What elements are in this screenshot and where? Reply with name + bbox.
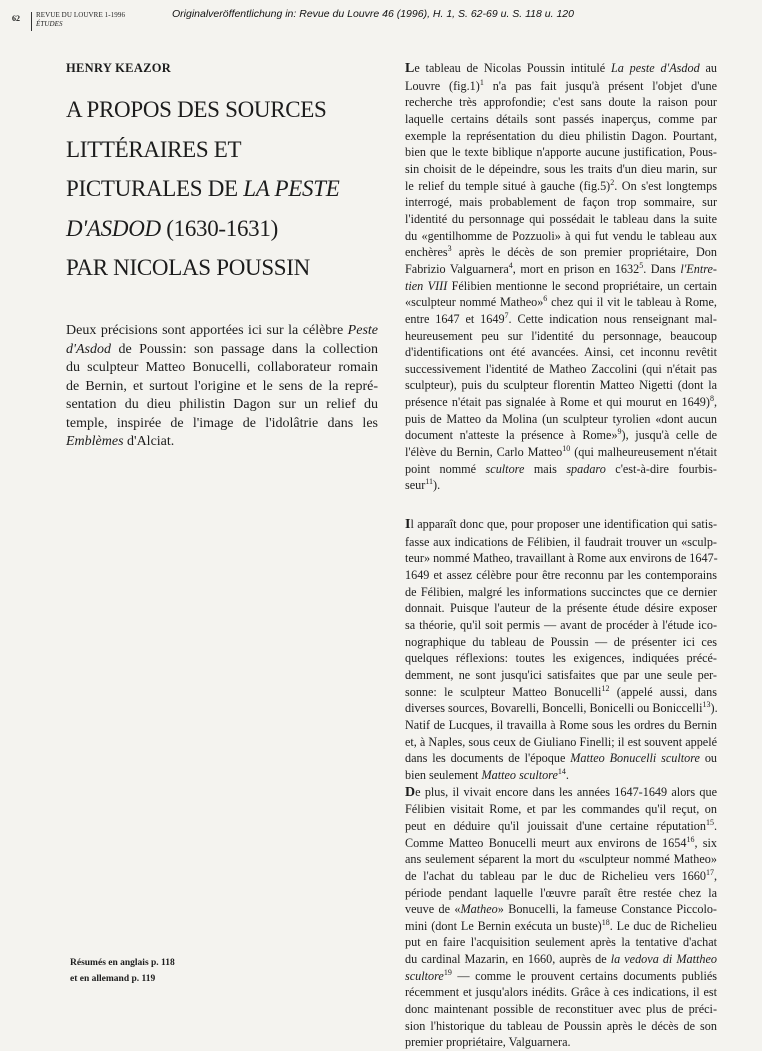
text-line xyxy=(405,550,717,567)
text-run: seur xyxy=(405,478,426,493)
text-line xyxy=(405,1034,717,1051)
text-line xyxy=(405,427,717,444)
text-line xyxy=(405,1018,717,1035)
text-line xyxy=(405,567,717,584)
text-line xyxy=(405,584,717,601)
article-title xyxy=(66,90,376,288)
text-line xyxy=(405,344,717,361)
text-run: sentation du dieu philistin Dagon sur un relief du xyxy=(66,397,378,412)
italic-text: la vedova di Mattheo xyxy=(610,952,717,967)
text-run: laquelle certains détails sont passés inaperçus, comme par xyxy=(405,111,717,126)
text-line xyxy=(405,377,717,394)
text-line xyxy=(405,700,717,717)
italic-text: D'ASDOD xyxy=(66,215,161,241)
italic-text: scultore xyxy=(485,461,525,476)
footnote-ref: 10 xyxy=(562,444,571,454)
text-line xyxy=(66,90,376,130)
text-run: d'identifications ont été avancées. Ainsi, cet inconnu revêtit xyxy=(405,345,717,360)
italic-text: LA PESTE xyxy=(243,176,340,201)
text-run: PAR NICOLAS POUSSIN xyxy=(66,255,310,280)
text-run: enchères xyxy=(405,245,448,260)
text-line xyxy=(405,734,717,751)
initial-letter: D xyxy=(405,784,416,800)
text-run: après le décès de son premier propriétaire, Don xyxy=(451,245,717,260)
text-run: mais xyxy=(524,461,567,476)
text-line xyxy=(66,341,378,360)
text-run: nographique du tableau de Poussin — de présenter ici ces xyxy=(405,634,717,649)
text-run: temple, inspirée de l'image de l'idolâtrie dans les xyxy=(66,415,378,431)
text-run: exemple la représentation du dieu philistin Dagon. Pourtant, xyxy=(405,128,717,143)
text-line xyxy=(405,801,717,818)
text-run: le relief du temple situé à gauche (fig.5) xyxy=(405,178,611,193)
initial-letter: L xyxy=(405,61,415,76)
text-run: Natif de Lucques, il travailla à Rome sous les ordres du Bernin xyxy=(405,717,717,732)
text-line xyxy=(405,477,717,494)
text-run: l'élève du Bernin, Carlo Matteo xyxy=(405,445,563,460)
text-run: d'Alciat. xyxy=(123,434,175,449)
text-run: , xyxy=(713,395,717,410)
text-run: , xyxy=(713,868,717,883)
text-line xyxy=(405,750,717,767)
italic-text: scultore xyxy=(405,968,444,983)
text-line xyxy=(66,359,378,378)
text-run: présence n'était pas signalée à Rome et qui mourut en 1649) xyxy=(405,395,710,410)
footnote-ref: 14 xyxy=(557,766,566,776)
text-run: Comme Matteo Bonucelli meurt aux environs de 1654 xyxy=(405,835,687,850)
text-line xyxy=(405,918,717,935)
text-line xyxy=(405,784,717,802)
journal-section: ÉTUDES xyxy=(36,20,63,28)
text-run: donc maintenant possible de reconstituer avec plus de préci- xyxy=(405,1002,717,1017)
footnote-ref: 15 xyxy=(705,817,714,827)
text-run: quelques réflexions: toutes les exigences, indiquées précé- xyxy=(405,651,717,666)
text-line xyxy=(66,396,378,415)
text-line xyxy=(405,667,717,684)
text-run: de Bernin, et surtout l'origine et le sens de la repré- xyxy=(66,378,378,394)
text-line xyxy=(405,516,717,534)
text-run: premier propriétaire, Valguarnera. xyxy=(405,1035,571,1050)
text-run: ou xyxy=(699,751,718,766)
text-line xyxy=(405,328,717,345)
text-run: chez qui il vit le tableau à Rome, xyxy=(547,295,717,310)
text-line xyxy=(405,278,717,295)
text-line xyxy=(405,901,717,918)
text-line xyxy=(405,684,717,701)
running-header xyxy=(12,8,752,34)
footnote-ref: 11 xyxy=(425,477,434,487)
text-run: c'est-à-dire fourbis- xyxy=(605,461,717,476)
text-run: sin choisit de le dépeindre, sous les traits d'un dieu marin, sur xyxy=(405,161,717,176)
text-line xyxy=(405,311,717,328)
text-run: mini (dont Le Bernin exécuta un buste) xyxy=(405,918,602,933)
text-run: veuve de « xyxy=(405,902,461,917)
text-run: — comme le prouvent certains documents publiés xyxy=(451,968,717,983)
text-run: «sculpteur nommé Matheo» xyxy=(405,295,544,310)
text-line xyxy=(405,261,717,278)
italic-text: spadaro xyxy=(566,461,606,476)
text-run: (appelé aussi, dans xyxy=(609,684,718,699)
italic-text: d'Asdod xyxy=(66,341,111,357)
footnote-ref: 16 xyxy=(686,834,695,844)
footnote-ref: 19 xyxy=(443,967,452,977)
text-run: . xyxy=(713,818,717,833)
text-line xyxy=(405,868,717,885)
footnote-ref: 5 xyxy=(639,260,644,270)
text-run: sonne: le sculpteur Matteo Bonucelli xyxy=(405,684,602,699)
text-run: ). xyxy=(433,478,441,493)
text-run: de Félibien, malgré les informations succinctes que ce dernier xyxy=(405,584,717,599)
text-run: du sculpteur Matteo Bonucelli, collaborateur romain xyxy=(66,360,378,375)
footnote-ref: 6 xyxy=(543,294,548,304)
text-run: Deux précisions sont apportées ici sur la célèbre xyxy=(66,323,348,338)
footnote-ref: 9 xyxy=(617,427,622,437)
summary-notes xyxy=(70,955,175,987)
text-line xyxy=(405,94,717,111)
abstract xyxy=(66,322,378,452)
text-line xyxy=(405,294,717,311)
text-line xyxy=(405,394,717,411)
italic-text: Matteo scultore xyxy=(481,767,558,782)
text-line xyxy=(66,209,376,249)
text-line xyxy=(405,818,717,835)
text-line xyxy=(405,851,717,868)
text-run: Félibien visitait Rome, et par les commandes qu'il reçut, on xyxy=(405,802,717,817)
text-run: récemment et jusqu'alors inédits. Grâce à ces indications, il est xyxy=(405,985,717,1000)
text-run: (1630-1631) xyxy=(160,215,278,241)
text-line xyxy=(405,885,717,902)
text-line xyxy=(405,617,717,634)
text-run: diverses sources, Bovarelli, Boncelli, Bonicelli ou Boniccelli xyxy=(405,701,703,716)
text-run: A PROPOS DES SOURCES xyxy=(66,97,327,122)
text-line xyxy=(405,194,717,211)
text-run: teur» nommé Matheo, travaillant à Rome aux environs de 1647- xyxy=(405,551,718,566)
text-run: n'a pas fait jusqu'à présent l'objet d'une xyxy=(483,78,717,93)
italic-text: La peste d'Asdod xyxy=(610,61,700,75)
text-line xyxy=(405,361,717,378)
footnote-ref: 18 xyxy=(601,917,610,927)
text-line xyxy=(405,634,717,651)
text-line xyxy=(405,951,717,968)
summary-english-link: Résumés en anglais p. 118 xyxy=(70,958,175,968)
text-line xyxy=(405,244,717,261)
text-run: sculpteur), puis du sculpteur florentin Matteo Nigetti (dont la xyxy=(405,378,717,393)
text-run: bien que le texte biblique n'apporte aucune justification, Pous- xyxy=(405,145,717,160)
text-run: dans les documents de l'époque xyxy=(405,751,571,766)
text-line xyxy=(66,169,376,209)
text-line xyxy=(405,128,717,145)
paragraph-gap xyxy=(405,494,717,516)
text-run: . Dans xyxy=(643,261,681,276)
text-run: put en faire l'acquisition seulement après la tentative d'achat xyxy=(405,935,717,950)
text-run: l'identité du personnage qui possédait le tableau dans la suite xyxy=(405,211,717,226)
text-line xyxy=(405,144,717,161)
text-run: du «gentilhomme de Pozzuoli» à qui fut vendu le tableau aux xyxy=(405,228,717,243)
text-run: e plus, il vivait encore dans les années 1647-1649 alors que xyxy=(415,784,717,799)
text-line xyxy=(405,1001,717,1018)
text-line xyxy=(405,534,717,551)
text-run: point nommé xyxy=(405,461,486,476)
author-name: HENRY KEAZOR xyxy=(66,61,172,75)
text-run: heureusement peu sur l'identité du personnage, beaucoup xyxy=(405,328,717,343)
text-run: LITTÉRAIRES ET xyxy=(66,136,242,162)
italic-text: Peste xyxy=(347,323,378,338)
text-line xyxy=(405,650,717,667)
text-run: 1649 et assez célèbre pour être reconnu par les contemporains xyxy=(405,568,717,583)
text-line xyxy=(66,322,378,341)
text-run: période pendant laquelle l'œuvre paraît être restée chez la xyxy=(405,885,717,900)
text-line xyxy=(405,444,717,461)
text-line xyxy=(405,934,717,951)
text-run: entre 1647 et 1649 xyxy=(405,311,505,326)
text-line xyxy=(405,178,717,195)
text-line xyxy=(66,130,376,170)
original-publication-note: Originalveröffentlichung in: Revue du Louvre 46 (1996), H. 1, S. 62-69 u. S. 118 u. 120 xyxy=(172,8,574,20)
text-run: e tableau de Nicolas Poussin intitulé xyxy=(414,61,611,75)
text-run: l apparaît donc que, pour proposer une identification qui satis- xyxy=(410,517,717,532)
footnote-ref: 8 xyxy=(709,394,714,404)
text-run: du cardinal Mazarin, en 1660, auprès de xyxy=(405,952,611,967)
text-line xyxy=(405,968,717,985)
text-run: (qui malheureusement n'était xyxy=(570,445,718,460)
text-line xyxy=(66,248,376,288)
text-line xyxy=(405,111,717,128)
text-run: ). xyxy=(710,701,718,716)
text-line xyxy=(405,767,717,784)
text-line xyxy=(405,60,717,78)
text-run: fasse aux indications de Félibien, il faudrait trouver un «sculp- xyxy=(405,534,717,549)
text-line xyxy=(405,717,717,734)
text-run: de l'achat du tableau par le duc de Richelieu vers 1660 xyxy=(405,868,706,883)
text-line xyxy=(405,984,717,1001)
paragraph xyxy=(405,516,717,784)
initial-letter: I xyxy=(405,517,411,533)
text-run: . Cette indication nous renseignant mal- xyxy=(508,311,717,326)
footnote-ref: 3 xyxy=(447,244,452,254)
text-run: interrogé, mais probablement de façon trop sommaire, sur xyxy=(405,195,717,210)
page-number: 62 xyxy=(12,14,20,23)
text-run: recherche très approfondie; c'est sans doute la raison pour xyxy=(405,95,717,110)
text-run: Félibien mentionne le second propriétaire, un certain xyxy=(447,278,717,293)
text-run: . xyxy=(565,767,569,782)
text-line xyxy=(405,78,717,95)
text-run: . Le duc de Richelieu xyxy=(609,918,717,933)
text-run: de Poussin: son passage dans la collection xyxy=(111,341,378,357)
footnote-ref: 13 xyxy=(702,700,711,710)
text-run: bien seulement xyxy=(405,767,482,782)
italic-text: Matteo Bonucelli scultore xyxy=(570,751,700,766)
italic-text: tien VIII xyxy=(405,278,448,293)
text-line xyxy=(405,600,717,617)
footnote-ref: 1 xyxy=(479,77,484,87)
text-run: , six xyxy=(694,835,718,850)
text-line xyxy=(405,835,717,852)
body-text xyxy=(405,60,717,1051)
text-run: Louvre (fig.1) xyxy=(405,78,480,93)
footnote-ref: 2 xyxy=(610,177,615,187)
text-run: ans seulement séparent la mort du «sculpteur nommé Matheo» xyxy=(405,852,717,867)
text-run: successivement l'identité de Matheo Zaccolini (qui n'était pas xyxy=(405,361,717,376)
text-run: ), jusqu'à celle de xyxy=(621,428,717,443)
italic-text: l'Entre- xyxy=(680,261,717,276)
text-line xyxy=(405,411,717,428)
text-run: » Bonucelli, la fameuse Constance Piccolo- xyxy=(497,902,717,917)
header-divider xyxy=(31,12,32,31)
footnote-ref: 7 xyxy=(504,310,509,320)
text-run: Fabrizio Valguarnera xyxy=(405,261,509,276)
text-run: puis de Matteo da Molina (un sculpteur tyrolien «dont aucun xyxy=(405,411,717,426)
text-run: peut en déduire qu'il jouissait d'une certaine réputation xyxy=(405,818,706,833)
paragraph xyxy=(405,60,717,494)
text-line xyxy=(66,433,378,452)
text-line xyxy=(405,211,717,228)
text-run: document n'atteste la présence à Rome» xyxy=(405,428,618,443)
text-run: demment, ne sont jusqu'ici satisfaites que par une seule per- xyxy=(405,667,717,682)
text-line xyxy=(66,415,378,434)
text-run: . On s'est longtemps xyxy=(614,178,717,193)
text-run: au xyxy=(699,61,717,75)
italic-text: Matheo xyxy=(460,902,498,917)
journal-title: REVUE DU LOUVRE 1-1996 xyxy=(36,11,126,19)
text-line xyxy=(405,228,717,245)
footnote-ref: 17 xyxy=(705,867,714,877)
summary-german-link: et en allemand p. 119 xyxy=(70,974,156,984)
text-line xyxy=(405,461,717,478)
text-run: sion l'historique du tableau de Poussin après le décès de son xyxy=(405,1018,717,1033)
text-line xyxy=(66,378,378,397)
text-run: sa théorie, qu'il soit permis — avant de procéder à l'étude ico- xyxy=(405,618,717,632)
footnote-ref: 4 xyxy=(508,260,513,270)
paragraph xyxy=(405,784,717,1051)
text-run: et, à Naples, sous ceux de Giuliano Finelli; il est souvent appelé xyxy=(405,734,717,749)
journal-info xyxy=(36,11,125,29)
text-line xyxy=(405,161,717,178)
text-run: , mort en prison en 1632 xyxy=(512,261,640,276)
text-run: PICTURALES DE xyxy=(66,176,244,201)
footnote-ref: 12 xyxy=(601,683,610,693)
italic-text: Emblèmes xyxy=(66,434,124,449)
text-run: donnait. Puisque l'auteur de la présente étude désire exposer xyxy=(405,601,717,616)
